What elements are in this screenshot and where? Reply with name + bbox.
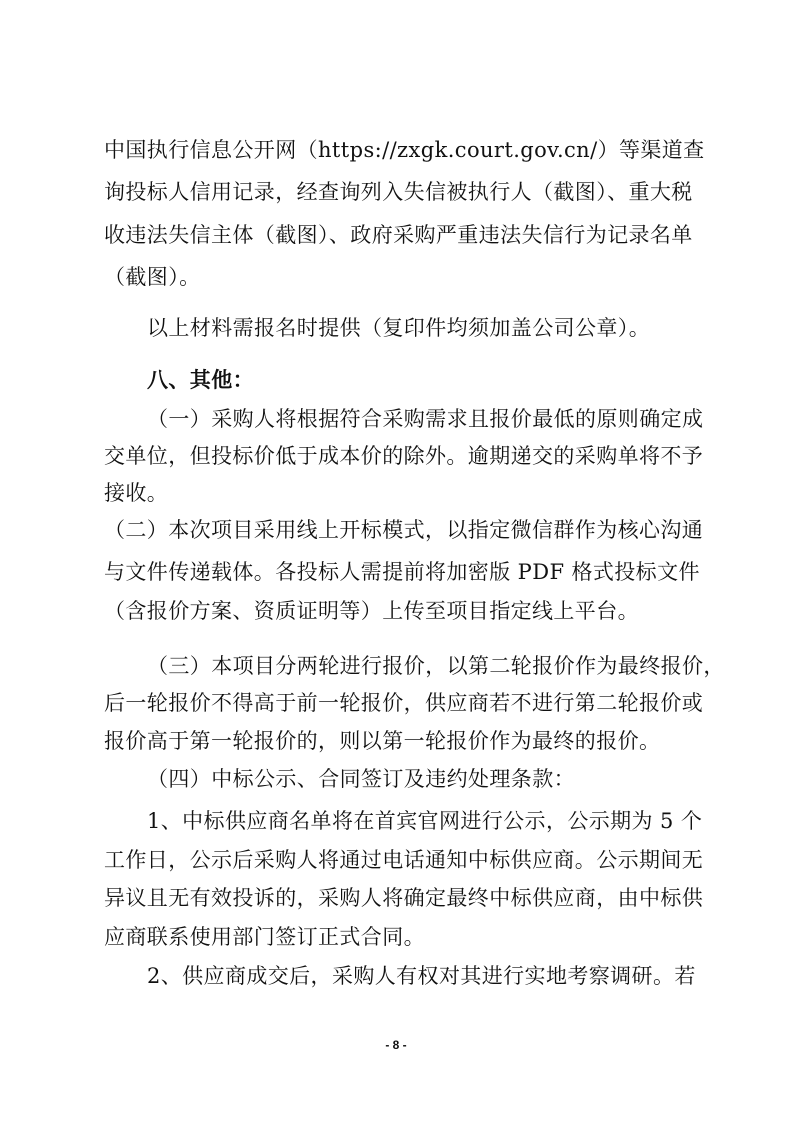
credit-record-line-3: 收违法失信主体（截图）、政府采购严重违法失信行为记录名单 bbox=[104, 223, 693, 247]
item-2-line-3: （含报价方案、资质证明等）上传至项目指定线上平台。 bbox=[104, 599, 639, 623]
item-1-line-1: （一）采购人将根据符合采购需求且报价最低的原则确定成 bbox=[147, 407, 704, 431]
clause-1-line-1: 1、中标供应商名单将在首宾官网进行公示，公示期为 5 个 bbox=[147, 809, 703, 833]
clause-1-line-3: 异议且无有效投诉的，采购人将确定最终中标供应商，由中标供 bbox=[104, 886, 704, 910]
credit-record-line-1: 中国执行信息公开网（https://zxgk.court.gov.cn/）等渠道查 bbox=[104, 138, 705, 162]
clause-2-line-1: 2、供应商成交后，采购人有权对其进行实地考察调研。若 bbox=[147, 964, 696, 988]
item-3-line-2: 后一轮报价不得高于前一轮报价，供应商若不进行第二轮报价或 bbox=[104, 691, 704, 715]
materials-note: 以上材料需报名时提供（复印件均须加盖公司公章）。 bbox=[147, 316, 651, 340]
item-4-heading: （四）中标公示、合同签订及违约处理条款： bbox=[147, 767, 575, 791]
page-number: - 8 - bbox=[385, 1038, 407, 1052]
credit-record-line-4: （截图）。 bbox=[104, 265, 201, 289]
section-heading-other: 八、其他： bbox=[147, 367, 254, 392]
clause-1-line-2: 工作日，公示后采购人将通过电话通知中标供应商。公示期间无 bbox=[104, 848, 704, 872]
credit-record-line-2: 询投标人信用记录，经查询列入失信被执行人（截图）、重大税 bbox=[104, 180, 693, 204]
item-3-line-1: （三）本项目分两轮进行报价，以第二轮报价作为最终报价， bbox=[147, 654, 725, 678]
item-2-line-1: （二）本次项目采用线上开标模式，以指定微信群作为核心沟通 bbox=[104, 518, 704, 542]
item-1-line-3: 接收。 bbox=[104, 481, 169, 505]
item-1-line-2: 交单位，但投标价低于成本价的除外。逾期递交的采购单将不予 bbox=[104, 444, 704, 468]
clause-1-line-4: 应商联系使用部门签订正式合同。 bbox=[104, 925, 425, 949]
item-2-line-2: 与文件传递载体。各投标人需提前将加密版 PDF 格式投标文件 bbox=[104, 560, 700, 584]
item-3-line-3: 报价高于第一轮报价的，则以第一轮报价作为最终的报价。 bbox=[104, 729, 661, 753]
